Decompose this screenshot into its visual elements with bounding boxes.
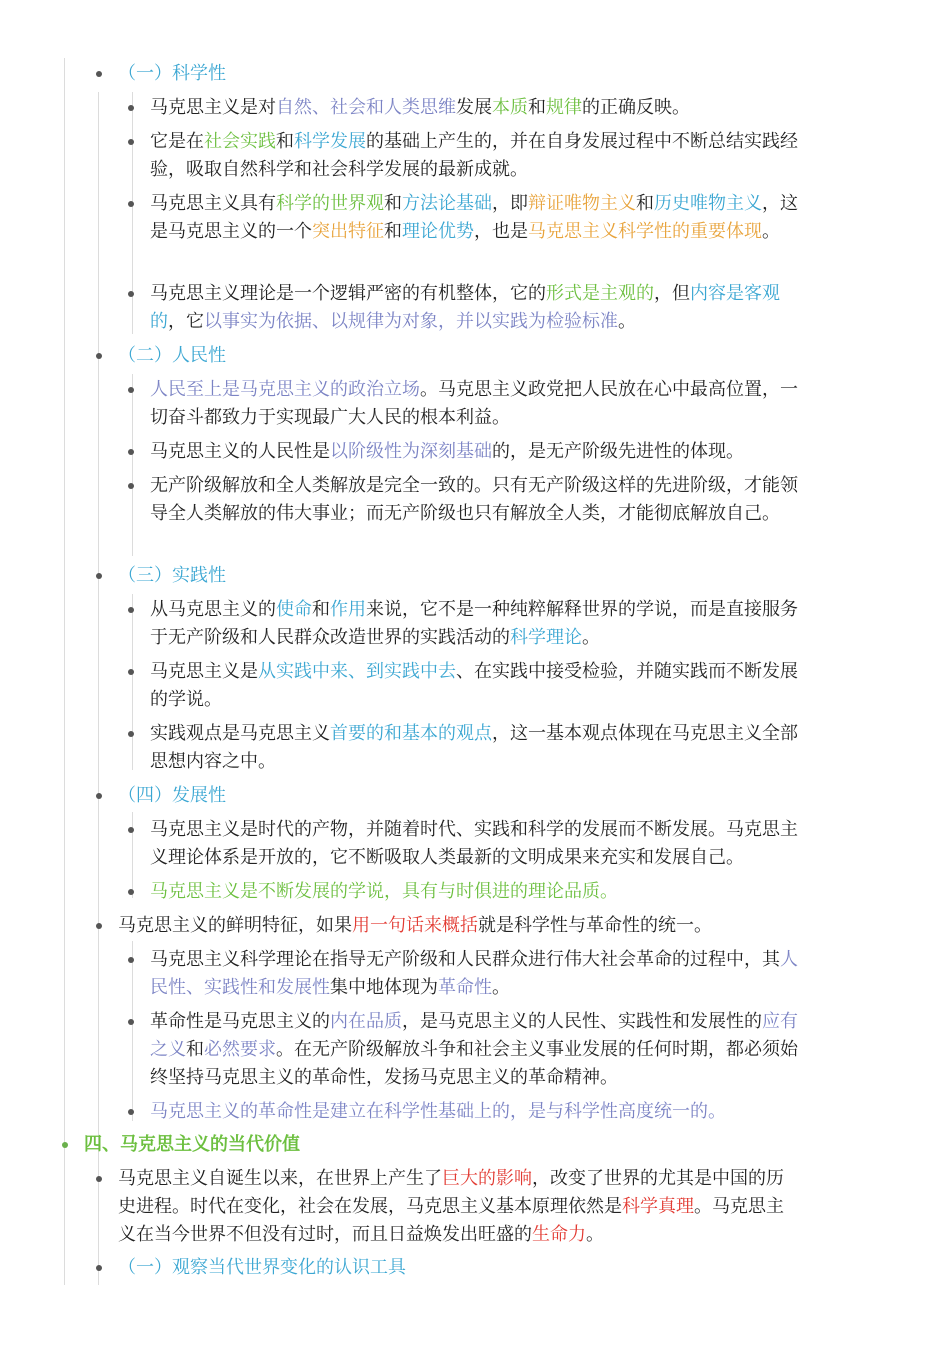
text-segment: 生命力 bbox=[532, 1224, 586, 1245]
bullet-dot-icon bbox=[128, 1019, 134, 1025]
subsection-heading bbox=[118, 342, 804, 370]
bullet-dot-icon bbox=[128, 483, 134, 489]
bullet-dot-icon bbox=[128, 669, 134, 675]
list-item bbox=[150, 1098, 804, 1126]
text-segment: 马克思主义科学理论在指导无产阶级和人民群众进行伟大社会革命的过程中，其 bbox=[150, 949, 780, 970]
text-segment: 和 bbox=[384, 221, 402, 242]
text-segment: （三）实践性 bbox=[118, 565, 226, 586]
bullet-dot-icon bbox=[128, 1109, 134, 1115]
text-segment: 科学理论 bbox=[510, 627, 582, 648]
bullet-dot-icon bbox=[96, 1176, 102, 1182]
text-segment: 以阶级性为深刻基础 bbox=[330, 441, 492, 462]
bullet-dot-icon bbox=[96, 353, 102, 359]
text-segment: ，这是马克思主义的一个 bbox=[150, 193, 798, 242]
text-segment: 。 bbox=[586, 1224, 604, 1245]
text-segment: 发展 bbox=[456, 97, 492, 118]
bullet-dot-icon bbox=[128, 139, 134, 145]
text-segment: 四、马克思主义的当代价值 bbox=[84, 1134, 300, 1155]
text-segment: 马克思主义是 bbox=[150, 661, 258, 682]
bullet-dot-icon bbox=[128, 201, 134, 207]
text-segment: ，改变了世界的尤其是中国的历史进程。时代在变化，社会在发展，马克思主义基本原理依然是 bbox=[118, 1168, 784, 1217]
bullet-dot-icon bbox=[128, 607, 134, 613]
text-segment: 马克思主义是不断发展的学说，具有与时俱进的理论品质。 bbox=[150, 881, 618, 902]
text-segment: 应有之义 bbox=[150, 1011, 798, 1060]
list-item bbox=[150, 658, 804, 714]
bullet-dot-icon bbox=[128, 105, 134, 111]
list-item bbox=[150, 376, 804, 432]
bullet-dot-icon bbox=[128, 889, 134, 895]
list-item bbox=[150, 596, 804, 652]
text-segment: 马克思主义自诞生以来，在世界上产生了 bbox=[118, 1168, 442, 1189]
list-item bbox=[150, 94, 804, 122]
bullet-dot-icon bbox=[96, 1265, 102, 1271]
text-segment: 马克思主义科学性的重要体现 bbox=[528, 221, 762, 242]
text-segment: 和 bbox=[186, 1039, 204, 1060]
bullet-dot-icon bbox=[128, 387, 134, 393]
list-item bbox=[150, 1008, 804, 1092]
section-heading bbox=[84, 1131, 804, 1159]
text-segment: 巨大的影响 bbox=[442, 1168, 532, 1189]
bullet-dot-icon bbox=[96, 71, 102, 77]
text-segment: 马克思主义具有 bbox=[150, 193, 276, 214]
text-segment: 首要的和基本的观点 bbox=[330, 723, 492, 744]
text-segment: 。马克思主义政党把人民放在心中最高位置，一切奋斗都致力于实现最广大人民的根本利益。 bbox=[150, 379, 798, 428]
text-segment: 内容是客观的 bbox=[150, 283, 780, 332]
text-segment: 用一句话来概括 bbox=[352, 915, 478, 936]
text-segment: 以事实为依据、以规律为对象，并以实践为检验标准 bbox=[204, 311, 618, 332]
list-item bbox=[118, 1165, 798, 1249]
bullet-dot-icon bbox=[62, 1142, 68, 1148]
text-segment: 就是科学性与革命性的统一。 bbox=[478, 915, 712, 936]
text-segment: 人民性、实践性和发展性 bbox=[150, 949, 798, 998]
text-segment: （一）观察当代世界变化的认识工具 bbox=[118, 1257, 406, 1278]
text-segment: 的基础上产生的，并在自身发展过程中不断总结实践经验，吸取自然科学和社会科学发展的最新成就。 bbox=[150, 131, 798, 180]
text-segment: 和 bbox=[636, 193, 654, 214]
text-segment: 集中地体现为 bbox=[330, 977, 438, 998]
text-segment: 马克思主义理论是一个逻辑严密的有机整体，它的 bbox=[150, 283, 546, 304]
text-segment: ，是马克思主义的人民性、实践性和发展性的 bbox=[402, 1011, 762, 1032]
text-segment: 。 bbox=[762, 221, 780, 242]
text-segment: 。 bbox=[492, 977, 510, 998]
bullet-dot-icon bbox=[96, 793, 102, 799]
indent-guide bbox=[64, 58, 65, 1285]
list-item bbox=[150, 720, 804, 776]
text-segment: 。 bbox=[582, 627, 600, 648]
text-segment: 辩证唯物主义 bbox=[528, 193, 636, 214]
text-segment: 方法论基础 bbox=[402, 193, 492, 214]
text-segment: 。马克思主义在当今世界不但没有过时，而且日益焕发出旺盛的 bbox=[118, 1196, 784, 1245]
list-item bbox=[150, 280, 804, 336]
text-segment: 突出特征 bbox=[312, 221, 384, 242]
text-segment: 和 bbox=[312, 599, 330, 620]
list-item bbox=[150, 472, 804, 528]
indent-guide bbox=[132, 92, 133, 334]
subsection-heading bbox=[118, 782, 804, 810]
text-segment: 的正确反映。 bbox=[582, 97, 690, 118]
text-segment: 马克思主义的革命性是建立在科学性基础上的，是与科学性高度统一的。 bbox=[150, 1101, 726, 1122]
text-segment: 本质 bbox=[492, 97, 528, 118]
text-segment: ，也是 bbox=[474, 221, 528, 242]
text-segment: 实践观点是马克思主义 bbox=[150, 723, 330, 744]
text-segment: 历史唯物主义 bbox=[654, 193, 762, 214]
text-segment: 马克思主义是时代的产物，并随着时代、实践和科学的发展而不断发展。马克思主义理论体系是开放的，它不断吸取人类最新的文明成果来充实和发展自己。 bbox=[150, 819, 798, 868]
text-segment: 马克思主义是对 bbox=[150, 97, 276, 118]
text-segment: 和 bbox=[384, 193, 402, 214]
text-segment: ，但 bbox=[654, 283, 690, 304]
bullet-dot-icon bbox=[96, 573, 102, 579]
subsection-heading bbox=[118, 1254, 804, 1282]
text-segment: ，这一基本观点体现在马克思主义全部思想内容之中。 bbox=[150, 723, 798, 772]
text-segment: 使命 bbox=[276, 599, 312, 620]
list-item bbox=[118, 912, 798, 940]
text-segment: 革命性 bbox=[438, 977, 492, 998]
bullet-dot-icon bbox=[128, 731, 134, 737]
text-segment: 马克思主义的鲜明特征，如果 bbox=[118, 915, 352, 936]
text-segment: 来说，它不是一种纯粹解释世界的学说，而是直接服务于无产阶级和人民群众改造世界的实践活动的 bbox=[150, 599, 798, 648]
bullet-dot-icon bbox=[96, 923, 102, 929]
text-segment: 和 bbox=[528, 97, 546, 118]
text-segment: 科学真理 bbox=[622, 1196, 694, 1217]
indent-guide bbox=[98, 92, 99, 1285]
text-segment: 的，是无产阶级先进性的体现。 bbox=[492, 441, 744, 462]
list-item bbox=[150, 878, 804, 906]
list-item bbox=[150, 946, 804, 1002]
text-segment: 自然、社会和人类思维 bbox=[276, 97, 456, 118]
text-segment: （四）发展性 bbox=[118, 785, 226, 806]
list-item bbox=[150, 190, 804, 246]
text-segment: 从实践中来、到实践中去 bbox=[258, 661, 456, 682]
text-segment: 马克思主义的人民性是 bbox=[150, 441, 330, 462]
text-segment: 它是在 bbox=[150, 131, 204, 152]
text-segment: ，即 bbox=[492, 193, 528, 214]
indent-guide bbox=[132, 812, 133, 898]
bullet-dot-icon bbox=[128, 291, 134, 297]
list-item bbox=[150, 438, 804, 466]
indent-guide bbox=[132, 374, 133, 556]
bullet-dot-icon bbox=[128, 449, 134, 455]
list-item bbox=[150, 128, 804, 184]
text-segment: 从马克思主义的 bbox=[150, 599, 276, 620]
text-segment: （二）人民性 bbox=[118, 345, 226, 366]
text-segment: 革命性是马克思主义的 bbox=[150, 1011, 330, 1032]
text-segment: 。 bbox=[618, 311, 636, 332]
text-segment: ，它 bbox=[168, 311, 204, 332]
indent-guide bbox=[132, 941, 133, 1121]
text-segment: 必然要求 bbox=[204, 1039, 276, 1060]
list-item bbox=[150, 816, 804, 872]
subsection-heading bbox=[118, 562, 804, 590]
text-segment: 无产阶级解放和全人类解放是完全一致的。只有无产阶级这样的先进阶级，才能领导全人类解放的伟大事业；而无产阶级也只有解放全人类，才能彻底解放自己。 bbox=[150, 475, 798, 524]
text-segment: 科学的世界观 bbox=[276, 193, 384, 214]
text-segment: 内在品质 bbox=[330, 1011, 402, 1032]
text-segment: 、在实践中接受检验，并随实践而不断发展的学说。 bbox=[150, 661, 798, 710]
text-segment: 规律 bbox=[546, 97, 582, 118]
text-segment: 作用 bbox=[330, 599, 366, 620]
subsection-heading bbox=[118, 60, 804, 88]
text-segment: 人民至上是马克思主义的政治立场 bbox=[150, 379, 420, 400]
text-segment: 社会实践 bbox=[204, 131, 276, 152]
text-segment: 和 bbox=[276, 131, 294, 152]
text-segment: 科学发展 bbox=[294, 131, 366, 152]
bullet-dot-icon bbox=[128, 827, 134, 833]
text-segment: 理论优势 bbox=[402, 221, 474, 242]
text-segment: 形式是主观的 bbox=[546, 283, 654, 304]
text-segment: 。在无产阶级解放斗争和社会主义事业发展的任何时期，都必须始终坚持马克思主义的革命性，发扬马克思主义的革命精神。 bbox=[150, 1039, 798, 1088]
bullet-dot-icon bbox=[128, 957, 134, 963]
indent-guide bbox=[132, 594, 133, 770]
text-segment: （一）科学性 bbox=[118, 63, 226, 84]
